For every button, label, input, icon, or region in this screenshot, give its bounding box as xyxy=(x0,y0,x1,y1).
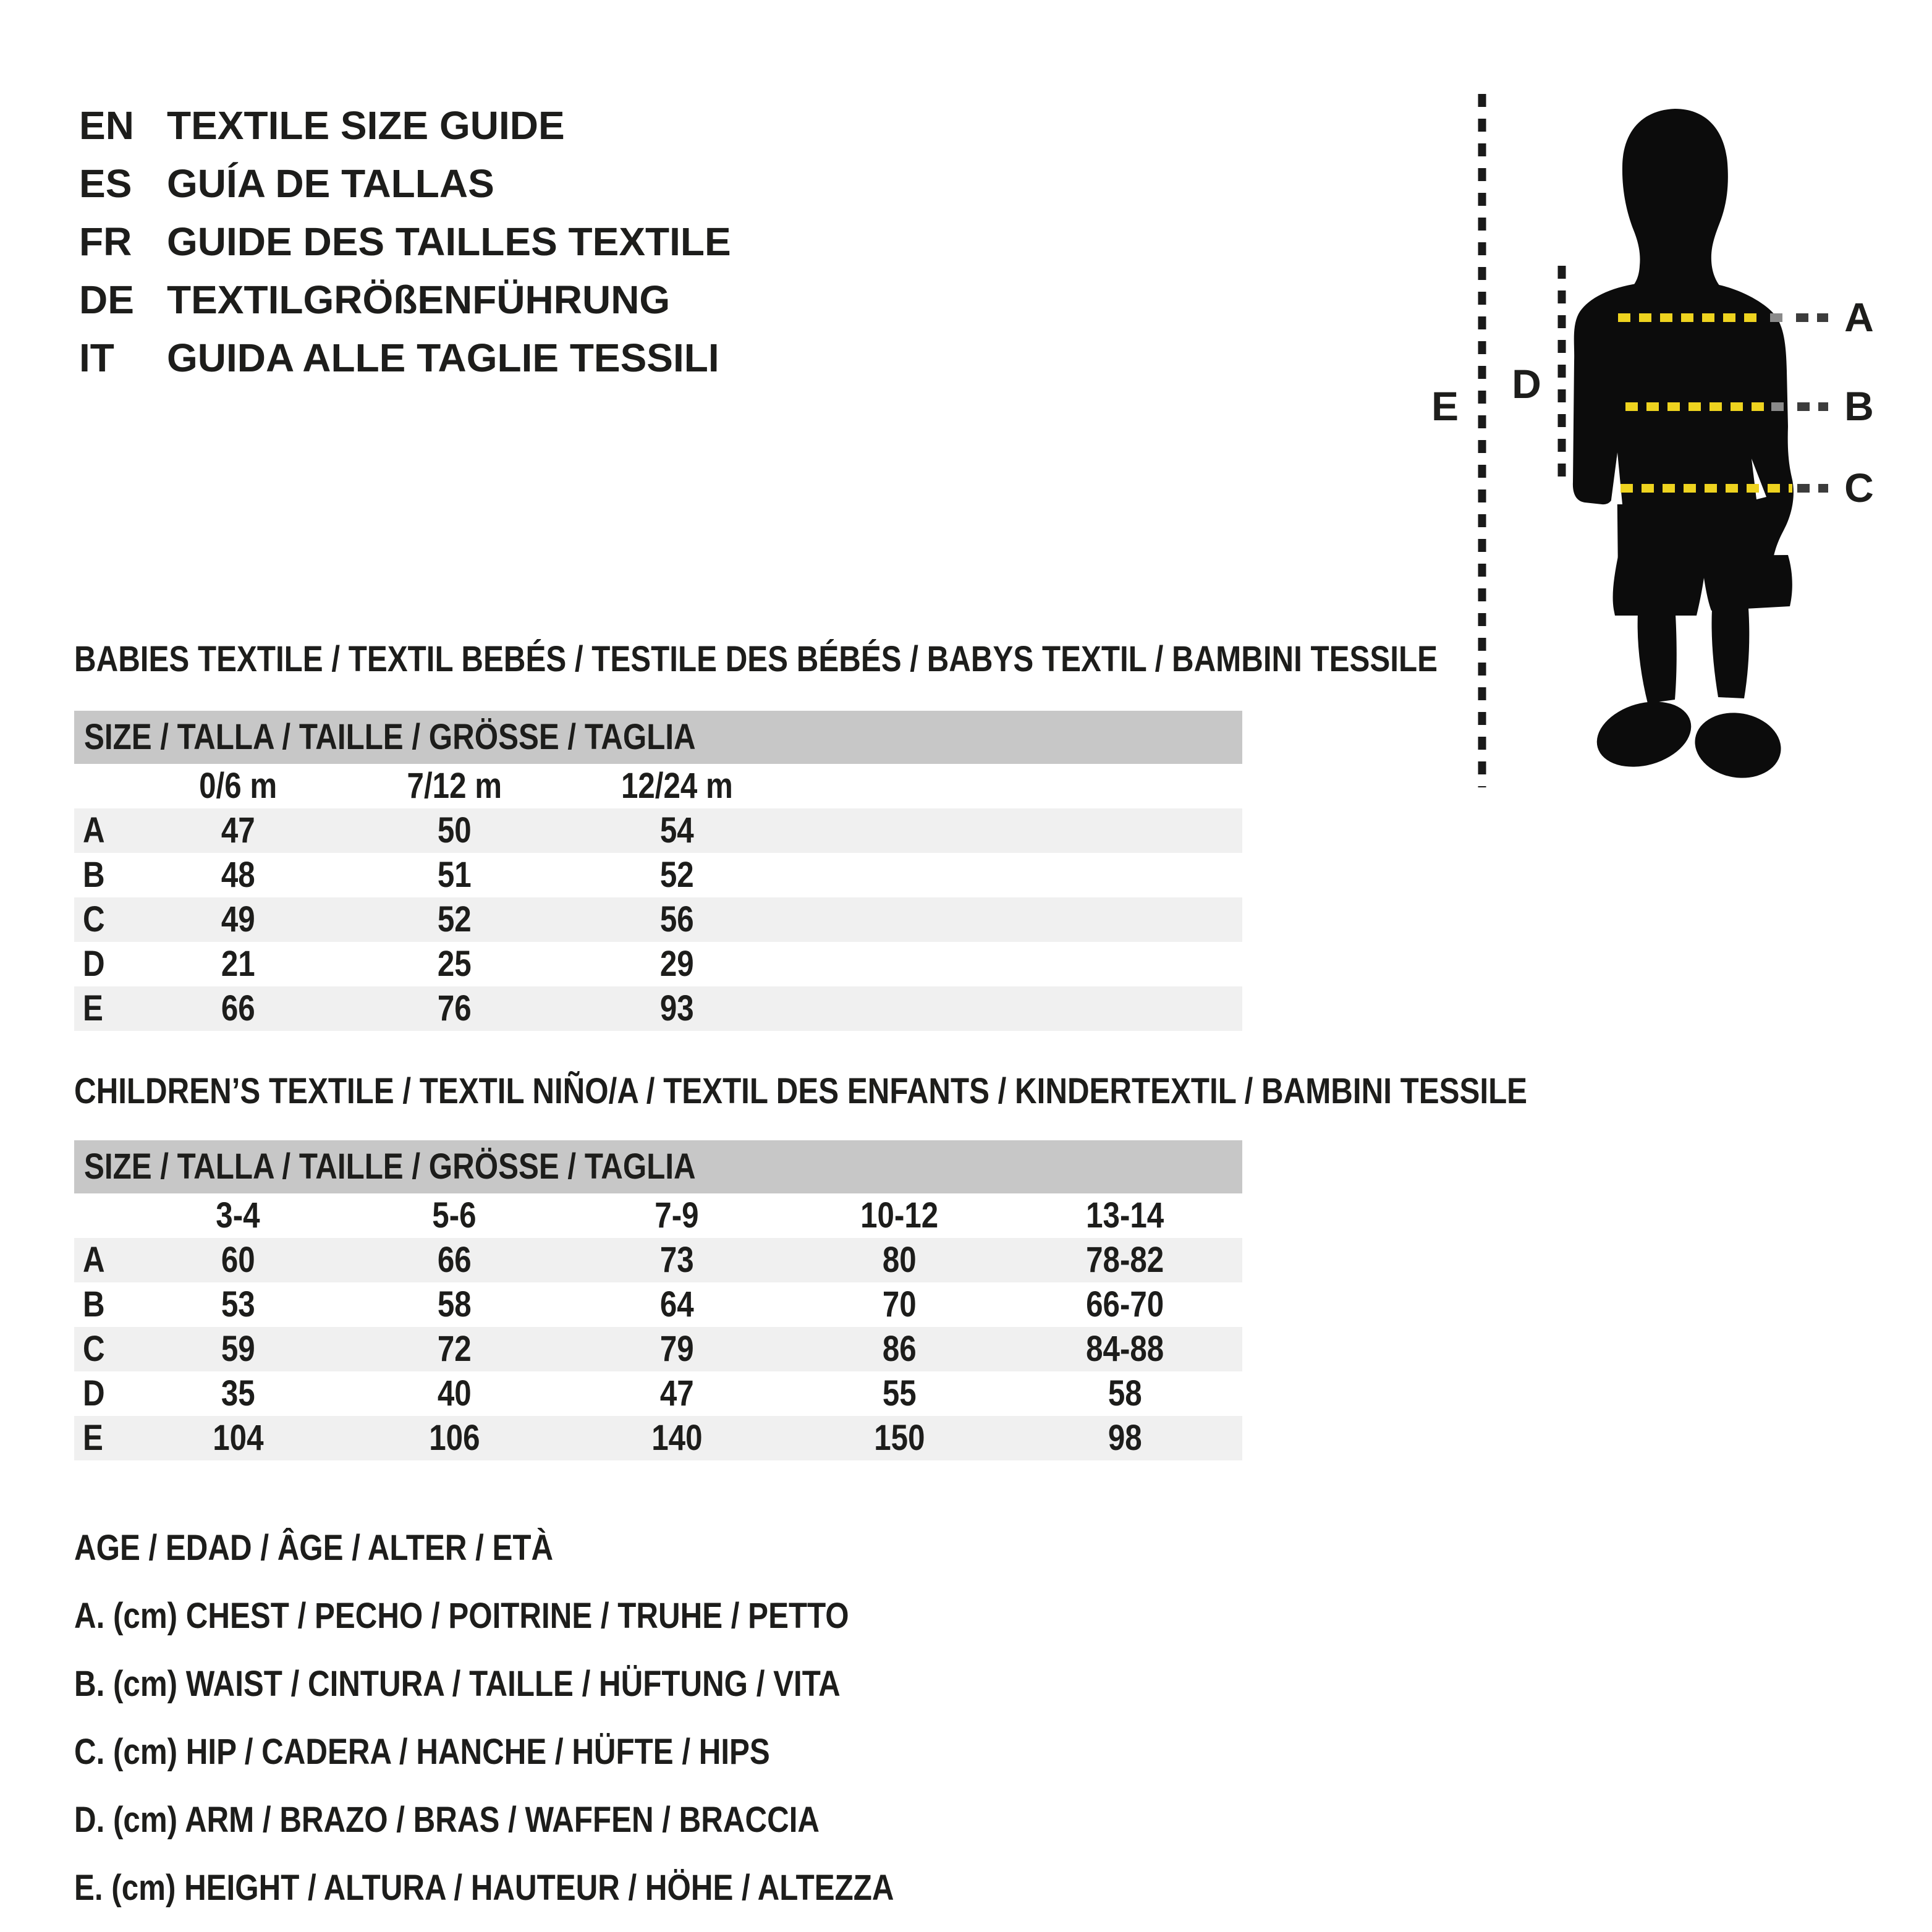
children-heading-text: CHILDREN’S TEXTILE / TEXTIL NIÑO/A / TEXTIL DES ENFANTS / KINDERTEXTIL / BAMBINI TESSILE xyxy=(74,1071,1528,1111)
legend-arm-D: D. (cm) ARM / BRAZO / BRAS / WAFFEN / BRACCIA xyxy=(74,1800,820,1840)
silhouette-left-shoe xyxy=(1589,691,1699,777)
cell: 53 xyxy=(221,1284,255,1324)
cell: 104 xyxy=(212,1418,264,1458)
children-row-D xyxy=(74,1371,1242,1416)
cell: 58 xyxy=(1108,1373,1142,1413)
babies-heading-text: BABIES TEXTILE / TEXTIL BEBÉS / TESTILE DES BÉBÉS / BABYS TEXTIL / BAMBINI TESSILE xyxy=(74,639,1438,679)
language-code-de: DE xyxy=(79,278,134,322)
row-label: A xyxy=(83,1240,105,1280)
cell: 40 xyxy=(437,1373,472,1413)
legend-waist-B: B. (cm) WAIST / CINTURA / TAILLE / HÜFTUNG / VITA xyxy=(74,1664,841,1704)
cell: 51 xyxy=(437,855,472,895)
language-title-it: GUIDA ALLE TAGLIE TESSILI xyxy=(167,336,719,380)
cell: 49 xyxy=(221,899,255,939)
diagram-label-B: B xyxy=(1844,383,1874,429)
children-size-header-bar xyxy=(74,1140,1242,1193)
cell: 76 xyxy=(437,988,472,1028)
cell: 66-70 xyxy=(1085,1284,1164,1324)
children-row-A xyxy=(74,1238,1242,1282)
cell: 140 xyxy=(651,1418,703,1458)
babies-column-header-row xyxy=(74,764,1242,808)
language-code-fr: FR xyxy=(79,219,132,264)
language-title-de: TEXTILGRÖßENFÜHRUNG xyxy=(167,278,671,322)
babies-section-heading xyxy=(74,638,1678,681)
cell: 86 xyxy=(882,1329,917,1369)
babies-size-header-text: SIZE / TALLA / TAILLE / GRÖSSE / TAGLIA xyxy=(84,717,696,757)
cell: 47 xyxy=(659,1373,694,1413)
cell: 47 xyxy=(221,810,255,850)
row-label: A xyxy=(83,810,105,850)
cell: 106 xyxy=(428,1418,480,1458)
cell: 25 xyxy=(437,944,472,984)
legend-age: AGE / EDAD / ÂGE / ALTER / ETÀ xyxy=(74,1528,554,1568)
children-row-B xyxy=(74,1282,1242,1327)
row-label: C xyxy=(83,899,105,939)
row-label: D xyxy=(83,1373,105,1413)
language-row-it xyxy=(79,329,731,387)
cell: 29 xyxy=(659,944,694,984)
cell: 55 xyxy=(882,1373,917,1413)
cell: 66 xyxy=(437,1240,472,1280)
children-col-7-9: 7-9 xyxy=(655,1195,699,1235)
children-column-header-row xyxy=(74,1193,1242,1238)
babies-size-table xyxy=(74,711,1242,1031)
children-col-5-6: 5-6 xyxy=(432,1195,477,1235)
babies-row-A xyxy=(74,808,1242,853)
children-col-10-12: 10-12 xyxy=(860,1195,939,1235)
cell: 73 xyxy=(659,1240,694,1280)
cell: 150 xyxy=(873,1418,925,1458)
legend-hip-C: C. (cm) HIP / CADERA / HANCHE / HÜFTE / HIPS xyxy=(74,1732,770,1772)
child-silhouette-figure xyxy=(1409,87,1932,803)
language-code-en: EN xyxy=(79,103,134,148)
legend-chest-A: A. (cm) CHEST / PECHO / POITRINE / TRUHE / PETTO xyxy=(74,1596,849,1636)
language-code-es: ES xyxy=(79,161,132,206)
cell: 70 xyxy=(882,1284,917,1324)
language-code-it: IT xyxy=(79,336,114,380)
row-label: E xyxy=(83,988,103,1028)
cell: 21 xyxy=(221,944,255,984)
children-row-E xyxy=(74,1416,1242,1460)
silhouette-shirt xyxy=(1573,280,1794,578)
cell: 58 xyxy=(437,1284,472,1324)
cell: 93 xyxy=(659,988,694,1028)
diagram-label-A: A xyxy=(1844,294,1874,340)
cell: 60 xyxy=(221,1240,255,1280)
language-title-list xyxy=(79,96,731,387)
row-label: E xyxy=(83,1418,103,1458)
diagram-label-E: E xyxy=(1431,383,1459,429)
babies-col-0-6m: 0/6 m xyxy=(198,766,278,806)
measurement-diagram xyxy=(1409,87,1932,803)
children-row-C xyxy=(74,1327,1242,1371)
language-title-en: TEXTILE SIZE GUIDE xyxy=(167,103,565,148)
cell: 84-88 xyxy=(1085,1329,1164,1369)
cell: 54 xyxy=(659,810,694,850)
cell: 78-82 xyxy=(1085,1240,1164,1280)
language-title-fr: GUIDE DES TAILLES TEXTILE xyxy=(167,219,731,264)
cell: 72 xyxy=(437,1329,472,1369)
cell: 80 xyxy=(882,1240,917,1280)
child-silhouette xyxy=(1573,109,1794,784)
cell: 52 xyxy=(659,855,694,895)
children-size-table xyxy=(74,1140,1242,1460)
babies-row-C xyxy=(74,897,1242,942)
language-row-en xyxy=(79,96,731,155)
babies-size-header-bar xyxy=(74,711,1242,764)
cell: 64 xyxy=(659,1284,694,1324)
babies-col-7-12m: 7/12 m xyxy=(407,766,502,806)
cell: 35 xyxy=(221,1373,255,1413)
row-label: C xyxy=(83,1329,105,1369)
babies-row-D xyxy=(74,942,1242,986)
silhouette-shorts xyxy=(1613,555,1792,616)
cell: 59 xyxy=(221,1329,255,1369)
diagram-label-D: D xyxy=(1512,361,1541,407)
legend-height-E: E. (cm) HEIGHT / ALTURA / HAUTEUR / HÖHE / ALTEZZA xyxy=(74,1868,894,1908)
cell: 98 xyxy=(1108,1418,1142,1458)
children-col-3-4: 3-4 xyxy=(216,1195,260,1235)
children-size-header-text: SIZE / TALLA / TAILLE / GRÖSSE / TAGLIA xyxy=(84,1146,696,1187)
measurement-legend xyxy=(74,1514,1039,1922)
silhouette-head xyxy=(1622,109,1728,290)
children-section-heading xyxy=(74,1070,1784,1113)
cell: 48 xyxy=(221,855,255,895)
silhouette-right-leg xyxy=(1711,608,1749,698)
row-label: D xyxy=(83,944,105,984)
diagram-label-C: C xyxy=(1844,465,1874,511)
language-row-es xyxy=(79,155,731,213)
language-title-es: GUÍA DE TALLAS xyxy=(167,161,494,206)
language-row-de xyxy=(79,271,731,329)
silhouette-right-shoe xyxy=(1690,706,1786,785)
cell: 66 xyxy=(221,988,255,1028)
children-col-13-14: 13-14 xyxy=(1085,1195,1164,1235)
babies-col-12-24m: 12/24 m xyxy=(621,766,733,806)
row-label: B xyxy=(83,1284,105,1324)
babies-row-E xyxy=(74,986,1242,1031)
cell: 79 xyxy=(659,1329,694,1369)
cell: 50 xyxy=(437,810,472,850)
cell: 52 xyxy=(437,899,472,939)
row-label: B xyxy=(83,855,105,895)
babies-row-B xyxy=(74,853,1242,897)
cell: 56 xyxy=(659,899,694,939)
language-row-fr xyxy=(79,213,731,271)
